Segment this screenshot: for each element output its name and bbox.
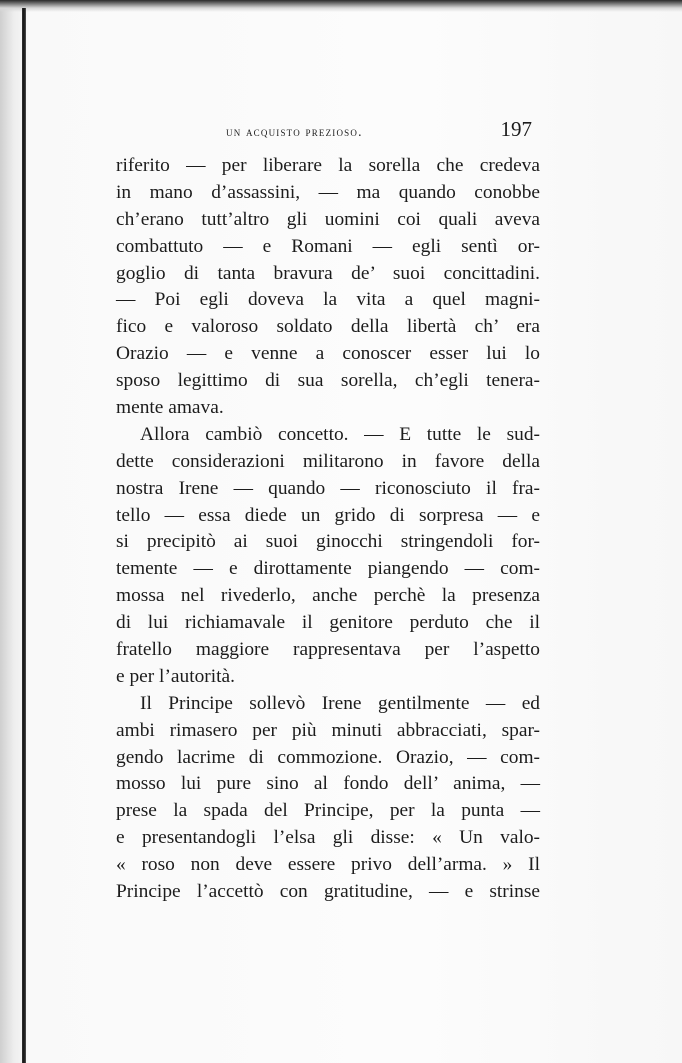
text-line: Orazio — e venne a conoscer esser lui lo	[116, 343, 540, 365]
text-line: « roso non deve essere privo dell’arma. » Il	[116, 854, 540, 876]
text-line: dette considerazioni militarono in favore della	[116, 450, 540, 472]
text-line: — Poi egli doveva la vita a quel magni-	[116, 289, 540, 311]
text-line: goglio di tanta bravura de’ suoi concittadini.	[116, 262, 540, 284]
running-title: un acquisto prezioso.	[226, 124, 363, 139]
text-line: mente amava.	[116, 397, 224, 419]
text-line: e per l’autorità.	[116, 665, 235, 687]
text-line: mossa nel rivederlo, anche perchè la presenza	[116, 585, 540, 607]
text-line: gendo lacrime di commozione. Orazio, — com-	[116, 746, 540, 768]
text-line: temente — e dirottamente piangendo — com-	[116, 558, 540, 580]
text-line: fico e valoroso soldato della libertà ch’ era	[116, 316, 540, 338]
body-text	[116, 153, 540, 906]
text-line: si precipitò ai suoi ginocchi stringendoli for-	[116, 531, 540, 553]
text-line: combattuto — e Romani — egli sentì or-	[116, 235, 540, 257]
text-line: ch’erano tutt’altro gli uomini coi quali aveva	[116, 208, 540, 230]
text-line: di lui richiamavale il genitore perduto che il	[116, 612, 540, 634]
text-line: mosso lui pure sino al fondo dell’ anima, —	[116, 773, 540, 795]
text-line: ambi rimasero per più minuti abbracciati, spar-	[116, 719, 540, 741]
page-top-edge	[0, 0, 682, 12]
binding-gutter	[22, 8, 26, 1063]
running-head	[226, 116, 532, 140]
text-line: tello — essa diede un grido di sorpresa — e	[116, 504, 540, 526]
text-line: Principe l’accettò con gratitudine, — e strinse	[116, 881, 540, 903]
text-line: sposo legittimo di sua sorella, ch’egli tenera-	[116, 370, 540, 392]
text-line: prese la spada del Principe, per la punta —	[116, 800, 540, 822]
text-line: riferito — per liberare la sorella che credeva	[116, 155, 540, 176]
text-line: in mano d’assassini, — ma quando conobbe	[116, 181, 540, 203]
text-line: fratello maggiore rappresentava per l’aspetto	[116, 639, 540, 661]
text-line: Allora cambiò concetto. — E tutte le sud-	[140, 423, 540, 445]
text-line: nostra Irene — quando — riconosciuto il fra-	[116, 477, 540, 499]
page-number: 197	[500, 117, 532, 141]
text-line: e presentandogli l’elsa gli disse: « Un valo-	[116, 827, 540, 849]
text-line: Il Principe sollevò Irene gentilmente — ed	[140, 692, 540, 714]
